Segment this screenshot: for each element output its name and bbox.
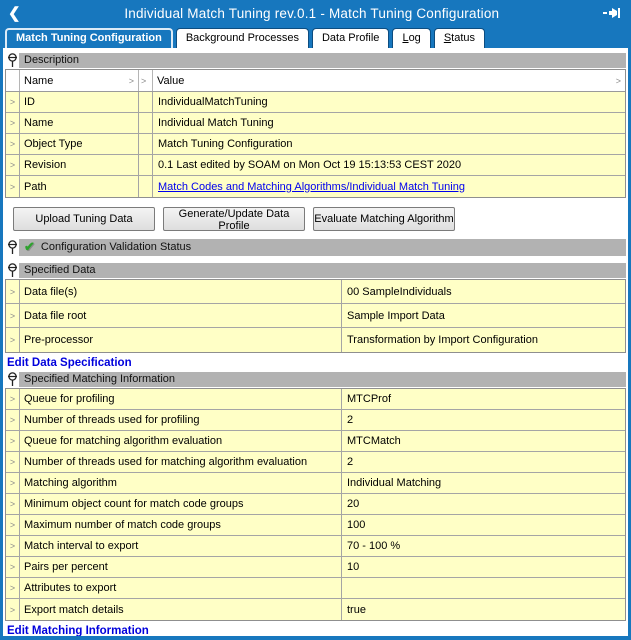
- row-value: 100: [347, 519, 366, 531]
- table-row-export-match-details[interactable]: [6, 599, 625, 620]
- tab-log[interactable]: Log: [392, 28, 430, 48]
- table-row-match-interval[interactable]: [6, 536, 625, 557]
- pushpin-icon[interactable]: [5, 53, 19, 68]
- pin-window-icon[interactable]: [603, 7, 623, 19]
- sort-indicator-icon: >: [141, 75, 147, 86]
- row-value: 20: [347, 498, 360, 510]
- header-lead-cell: [6, 70, 20, 91]
- row-name: Export match details: [20, 599, 342, 620]
- table-row-name[interactable]: [6, 113, 625, 134]
- row-name: Path: [20, 176, 139, 197]
- table-row-max-match-code-groups[interactable]: [6, 515, 625, 536]
- row-value: 2: [347, 456, 354, 468]
- section-title: Specified Data: [19, 263, 626, 278]
- column-header-mid[interactable]: [139, 70, 153, 91]
- row-expand-icon[interactable]: >: [6, 578, 20, 598]
- row-expand-icon[interactable]: >: [6, 494, 20, 514]
- row-value: 2: [347, 414, 354, 426]
- row-value: true: [347, 603, 366, 616]
- row-name: Maximum number of match code groups: [20, 515, 342, 535]
- row-name: Number of threads used for profiling: [20, 410, 342, 430]
- row-name: Name: [20, 113, 139, 133]
- row-expand-icon[interactable]: >: [6, 328, 20, 352]
- table-row-pairs-per-percent[interactable]: [6, 557, 625, 578]
- table-row-data-file-root[interactable]: [6, 304, 625, 328]
- table-row-object-type[interactable]: [6, 134, 625, 155]
- section-title: Description: [19, 53, 626, 68]
- row-value: MTCProf: [347, 393, 391, 405]
- row-value: 10: [347, 561, 360, 573]
- row-name: Data file(s): [20, 280, 342, 303]
- row-name: ID: [20, 92, 139, 112]
- column-header-name[interactable]: Name >: [20, 70, 139, 91]
- row-expand-icon[interactable]: >: [6, 280, 20, 303]
- validation-section-header[interactable]: [5, 238, 626, 256]
- row-name: Object Type: [20, 134, 139, 154]
- section-title: Configuration Validation Status: [40, 241, 192, 253]
- row-expand-icon[interactable]: >: [6, 599, 20, 620]
- row-name: Queue for profiling: [20, 389, 342, 409]
- row-value: Individual Match Tuning: [158, 117, 274, 129]
- row-expand-icon[interactable]: >: [6, 304, 20, 327]
- title-bar: [0, 0, 631, 26]
- row-name: Attributes to export: [20, 578, 342, 598]
- table-row-revision[interactable]: [6, 155, 625, 176]
- sort-indicator-icon[interactable]: >: [128, 75, 134, 86]
- row-expand-icon[interactable]: >: [6, 473, 20, 493]
- edit-matching-information-link[interactable]: Edit Matching Information: [7, 625, 149, 637]
- section-title: Specified Matching Information: [19, 372, 626, 387]
- column-header-value[interactable]: Value >: [153, 70, 625, 91]
- pushpin-icon[interactable]: [5, 372, 19, 387]
- row-expand-icon[interactable]: >: [6, 389, 20, 409]
- table-row-queue-for-profiling[interactable]: [6, 389, 625, 410]
- main-content: [3, 48, 628, 639]
- row-name: Queue for matching algorithm evaluation: [20, 431, 342, 451]
- pushpin-icon[interactable]: [5, 240, 19, 255]
- row-value: Individual Matching: [347, 477, 442, 489]
- row-expand-icon[interactable]: >: [6, 557, 20, 577]
- row-name: Revision: [20, 155, 139, 175]
- table-row-attributes-to-export[interactable]: [6, 578, 625, 599]
- matching-section-header[interactable]: [5, 371, 626, 387]
- window-title: Individual Match Tuning rev.0.1 - Match Tuning Configuration: [124, 5, 500, 21]
- description-table-header: [6, 70, 625, 92]
- row-name: Match interval to export: [20, 536, 342, 556]
- path-link[interactable]: Match Codes and Matching Algorithms/Individual Match Tuning: [158, 180, 465, 193]
- generate-update-data-profile-button[interactable]: Generate/Update Data Profile: [163, 207, 305, 231]
- row-expand-icon[interactable]: >: [6, 113, 20, 133]
- row-expand-icon[interactable]: >: [6, 410, 20, 430]
- edit-data-specification-link[interactable]: Edit Data Specification: [7, 357, 132, 369]
- row-name: Pre-processor: [20, 328, 342, 352]
- row-name: Pairs per percent: [20, 557, 342, 577]
- row-value: 0.1 Last edited by SOAM on Mon Oct 19 15:13:53 CEST 2020: [158, 159, 462, 171]
- row-value: Sample Import Data: [347, 309, 445, 322]
- table-row-queue-matching-eval[interactable]: [6, 431, 625, 452]
- pushpin-icon[interactable]: [5, 263, 19, 278]
- tab-match-tuning-configuration[interactable]: Match Tuning Configuration: [5, 28, 173, 48]
- sort-indicator-icon[interactable]: >: [615, 75, 621, 86]
- table-row-threads-profiling[interactable]: [6, 410, 625, 431]
- row-expand-icon[interactable]: >: [6, 176, 20, 197]
- back-chevron-icon[interactable]: ❮: [8, 4, 21, 22]
- row-name: Minimum object count for match code groups: [20, 494, 342, 514]
- table-row-data-files[interactable]: [6, 280, 625, 304]
- table-row-min-object-count[interactable]: [6, 494, 625, 515]
- row-name: Data file root: [20, 304, 342, 327]
- row-expand-icon[interactable]: >: [6, 452, 20, 472]
- row-value: 00 SampleIndividuals: [347, 285, 452, 298]
- upload-tuning-data-button[interactable]: Upload Tuning Data: [13, 207, 155, 231]
- table-row-threads-matching-eval[interactable]: [6, 452, 625, 473]
- matching-information-table: [5, 388, 626, 621]
- row-value: Transformation by Import Configuration: [347, 334, 538, 346]
- table-row-id[interactable]: [6, 92, 625, 113]
- description-table: [5, 69, 626, 198]
- tab-bar: [0, 26, 631, 48]
- row-expand-icon[interactable]: >: [6, 92, 20, 112]
- tab-status[interactable]: Status: [434, 28, 485, 48]
- tab-background-processes[interactable]: Background Processes: [176, 28, 309, 48]
- row-expand-icon[interactable]: >: [6, 431, 20, 451]
- row-value: IndividualMatchTuning: [158, 96, 268, 108]
- table-row-matching-algorithm[interactable]: [6, 473, 625, 494]
- row-value: [342, 578, 625, 598]
- tab-data-profile[interactable]: Data Profile: [312, 28, 389, 48]
- specified-data-table: [5, 279, 626, 353]
- validation-check-icon: ✔: [24, 239, 35, 254]
- row-value: 70 - 100 %: [347, 540, 401, 552]
- row-expand-icon[interactable]: >: [6, 134, 20, 154]
- row-value: MTCMatch: [347, 435, 401, 447]
- row-expand-icon[interactable]: >: [6, 515, 20, 535]
- action-button-row: [13, 207, 626, 231]
- row-value: Match Tuning Configuration: [158, 138, 293, 150]
- row-name: Number of threads used for matching algorithm evaluation: [20, 452, 342, 472]
- specified-data-section-header[interactable]: [5, 262, 626, 278]
- evaluate-matching-algorithm-button[interactable]: Evaluate Matching Algorithm: [313, 207, 455, 231]
- row-expand-icon[interactable]: >: [6, 155, 20, 175]
- table-row-path[interactable]: [6, 176, 625, 197]
- table-row-pre-processor[interactable]: [6, 328, 625, 352]
- description-section-header[interactable]: [5, 52, 626, 68]
- row-name: Matching algorithm: [20, 473, 342, 493]
- row-expand-icon[interactable]: >: [6, 536, 20, 556]
